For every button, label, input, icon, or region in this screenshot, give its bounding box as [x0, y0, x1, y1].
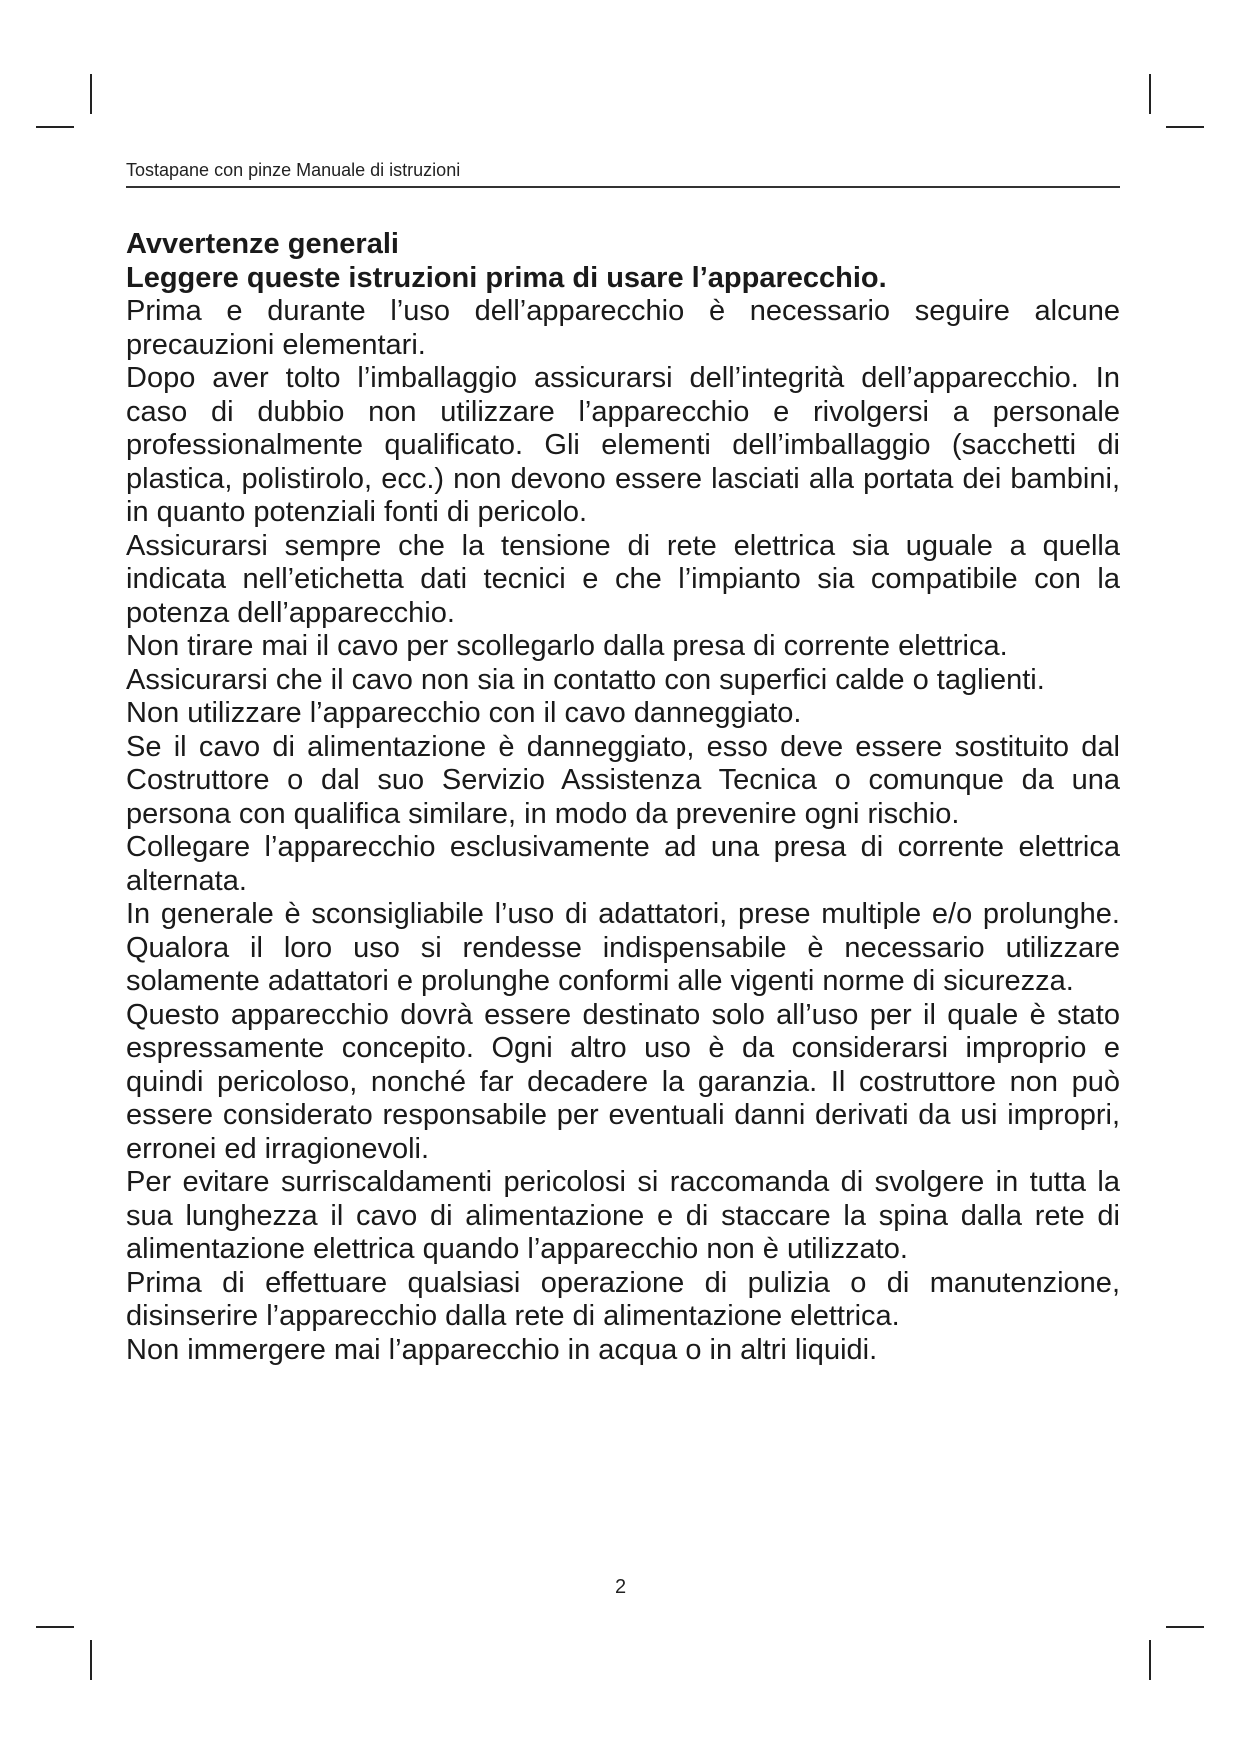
paragraph: Questo apparecchio dovrà essere destinato solo all’uso per il quale è stato espressamente concepito. Ogni altro uso è da considerarsi improprio e quindi pericoloso, nonché far decadere la garanzia. Il costruttore non può essere considerato responsabile per eventuali danni derivati da usi impropri, erronei ed irragionevoli.	[126, 998, 1120, 1165]
section-subtitle: Leggere queste istruzioni prima di usare l’apparecchio.	[126, 261, 887, 294]
crop-mark-top-right-horizontal	[1166, 126, 1204, 128]
page-number: 2	[614, 1576, 627, 1598]
paragraph: Se il cavo di alimentazione è danneggiato, esso deve essere sostituito dal Costruttore o dal suo Servizio Assistenza Tecnica o comunque da una persona con qualifica similare, in modo da prevenire ogni rischio.	[126, 730, 1120, 830]
paragraph: Collegare l’apparecchio esclusivamente ad una presa di corrente elettrica alternata.	[126, 831, 1120, 897]
paragraph: In generale è sconsigliabile l’uso di adattatori, prese multiple e/o prolunghe. Qualora il loro uso si rendesse indispensabile è necessario utilizzare solamente adattatori e prolunghe conformi alle vigenti norme di sicurezza.	[126, 898, 1120, 997]
paragraph: Per evitare surriscaldamenti pericolosi si raccomanda di svolgere in tutta la sua lunghezza il cavo di alimentazione e di staccare la spina dalla rete di alimentazione elettrica quando l’apparecchio non è utilizzato.	[126, 1166, 1120, 1265]
header-divider	[126, 186, 1120, 188]
page-content	[126, 228, 1120, 1367]
paragraph: Assicurarsi che il cavo non sia in contatto con superfici calde o taglienti.	[126, 663, 1045, 696]
crop-mark-bottom-left-vertical	[90, 1640, 92, 1680]
paragraph: Non immergere mai l’apparecchio in acqua o in altri liquidi.	[126, 1333, 878, 1366]
crop-mark-bottom-right-vertical	[1149, 1640, 1151, 1680]
section-title: Avvertenze generali	[126, 228, 399, 260]
paragraph: Assicurarsi sempre che la tensione di rete elettrica sia uguale a quella indicata nell’etichetta dati tecnici e che l’impianto sia compatibile con la potenza dell’apparecchio.	[126, 529, 1120, 629]
paragraph: Non utilizzare l’apparecchio con il cavo danneggiato.	[126, 697, 802, 729]
paragraph: Non tirare mai il cavo per scollegarlo dalla presa di corrente elettrica.	[126, 630, 1008, 662]
crop-mark-bottom-left-horizontal	[36, 1626, 74, 1628]
running-header: Tostapane con pinze Manuale di istruzioni	[126, 160, 461, 180]
crop-mark-top-left-vertical	[90, 74, 92, 114]
crop-mark-top-left-horizontal	[36, 126, 74, 128]
crop-mark-top-right-vertical	[1149, 74, 1151, 114]
crop-mark-bottom-right-horizontal	[1166, 1626, 1204, 1628]
paragraph: Prima di effettuare qualsiasi operazione di pulizia o di manutenzione, disinserire l’apparecchio dalla rete di alimentazione elettrica.	[126, 1266, 1120, 1332]
paragraph: Prima e durante l’uso dell’apparecchio è necessario seguire alcune precauzioni elementari.	[126, 295, 1120, 361]
paragraph: Dopo aver tolto l’imballaggio assicurarsi dell’integrità dell’apparecchio. In caso di dubbio non utilizzare l’apparecchio e rivolgersi a personale professionalmente qualificato. Gli elementi dell’imballaggio (sacchetti di plastica, polistirolo, ecc.) non devono essere lasciati alla portata dei bambini, in quanto potenziali fonti di pericolo.	[126, 362, 1120, 528]
